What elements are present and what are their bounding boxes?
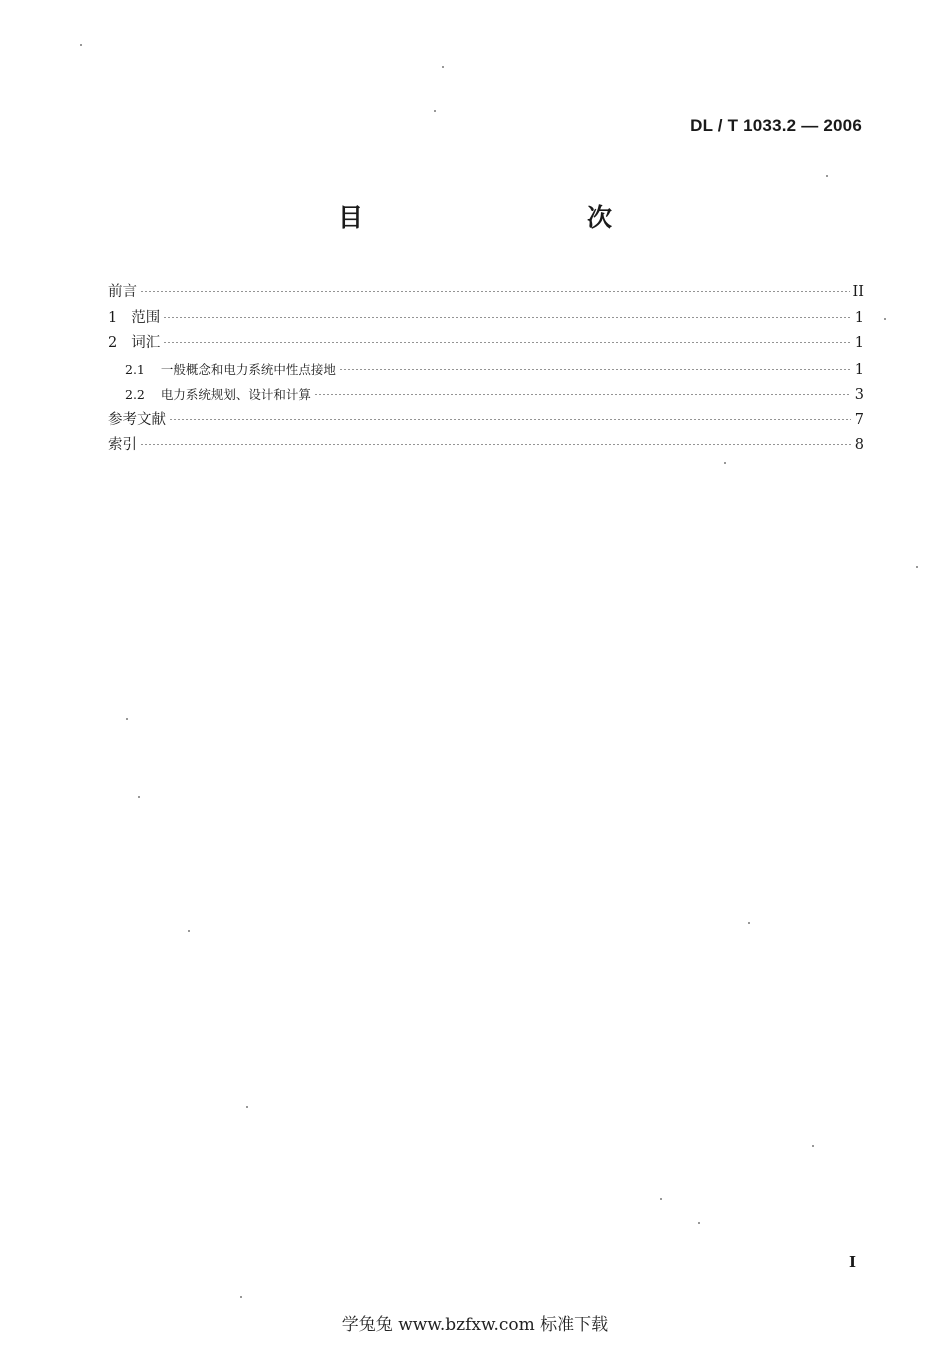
toc-leader-dots bbox=[314, 394, 851, 395]
scan-speck bbox=[246, 1106, 248, 1108]
scan-speck bbox=[80, 44, 82, 46]
toc-entry-page: 7 bbox=[854, 411, 864, 428]
toc-entry-number: 1 bbox=[108, 309, 118, 326]
toc-entry-page: 1 bbox=[854, 309, 864, 326]
toc-entry-references[interactable] bbox=[108, 408, 864, 434]
toc-entry-page: II bbox=[852, 284, 864, 300]
standard-code: DL / T 1033.2 — 2006 bbox=[690, 116, 862, 135]
toc-entry-scope[interactable] bbox=[108, 306, 864, 332]
toc-leader-dots bbox=[140, 444, 851, 445]
scan-speck bbox=[126, 718, 128, 720]
toc-entry-number: 2.2 bbox=[125, 387, 145, 402]
toc-entry-label: 前言 bbox=[108, 284, 137, 300]
toc-leader-dots bbox=[163, 342, 851, 343]
scan-speck bbox=[434, 110, 436, 112]
toc-entry-label: 参考文献 bbox=[108, 411, 166, 428]
page-number: I bbox=[848, 1253, 856, 1271]
toc-entry-index[interactable] bbox=[108, 433, 864, 459]
scan-speck bbox=[188, 930, 190, 932]
scan-speck bbox=[916, 566, 918, 568]
scan-speck bbox=[698, 1222, 700, 1224]
toc-entry-general-concepts[interactable] bbox=[108, 357, 864, 383]
toc-entry-label: 词汇 bbox=[131, 335, 161, 351]
footer-watermark: 学兔兔 www.bzfxw.com 标准下载 bbox=[341, 1315, 609, 1335]
toc-entry-page: 3 bbox=[854, 387, 864, 403]
toc-entry-number: 2 bbox=[108, 335, 118, 351]
scan-speck bbox=[442, 66, 444, 68]
toc-leader-dots bbox=[169, 419, 851, 420]
toc-entry-foreword[interactable] bbox=[108, 280, 864, 306]
scan-speck bbox=[812, 1145, 814, 1147]
toc-title: 目 次 bbox=[337, 203, 670, 232]
toc-entry-vocabulary[interactable] bbox=[108, 331, 864, 357]
toc-entry-label: 索引 bbox=[108, 437, 137, 453]
scan-speck bbox=[724, 462, 726, 464]
table-of-contents bbox=[108, 280, 864, 459]
toc-entry-label: 范围 bbox=[131, 309, 161, 326]
scan-speck bbox=[884, 318, 886, 320]
scan-speck bbox=[748, 922, 750, 924]
toc-leader-dots bbox=[339, 369, 851, 370]
toc-leader-dots bbox=[163, 317, 851, 318]
toc-entry-page: 1 bbox=[854, 335, 864, 351]
toc-entry-label: 一般概念和电力系统中性点接地 bbox=[160, 361, 336, 377]
toc-leader-dots bbox=[140, 291, 850, 292]
scan-speck bbox=[240, 1296, 242, 1298]
toc-entry-page: 8 bbox=[854, 437, 864, 453]
toc-entry-number: 2.1 bbox=[125, 361, 145, 377]
toc-entry-page: 1 bbox=[854, 361, 864, 378]
toc-entry-label: 电力系统规划、设计和计算 bbox=[160, 387, 311, 402]
toc-entry-system-planning[interactable] bbox=[108, 382, 864, 408]
scan-speck bbox=[660, 1198, 662, 1200]
scan-speck bbox=[138, 796, 140, 798]
scan-speck bbox=[826, 175, 828, 177]
